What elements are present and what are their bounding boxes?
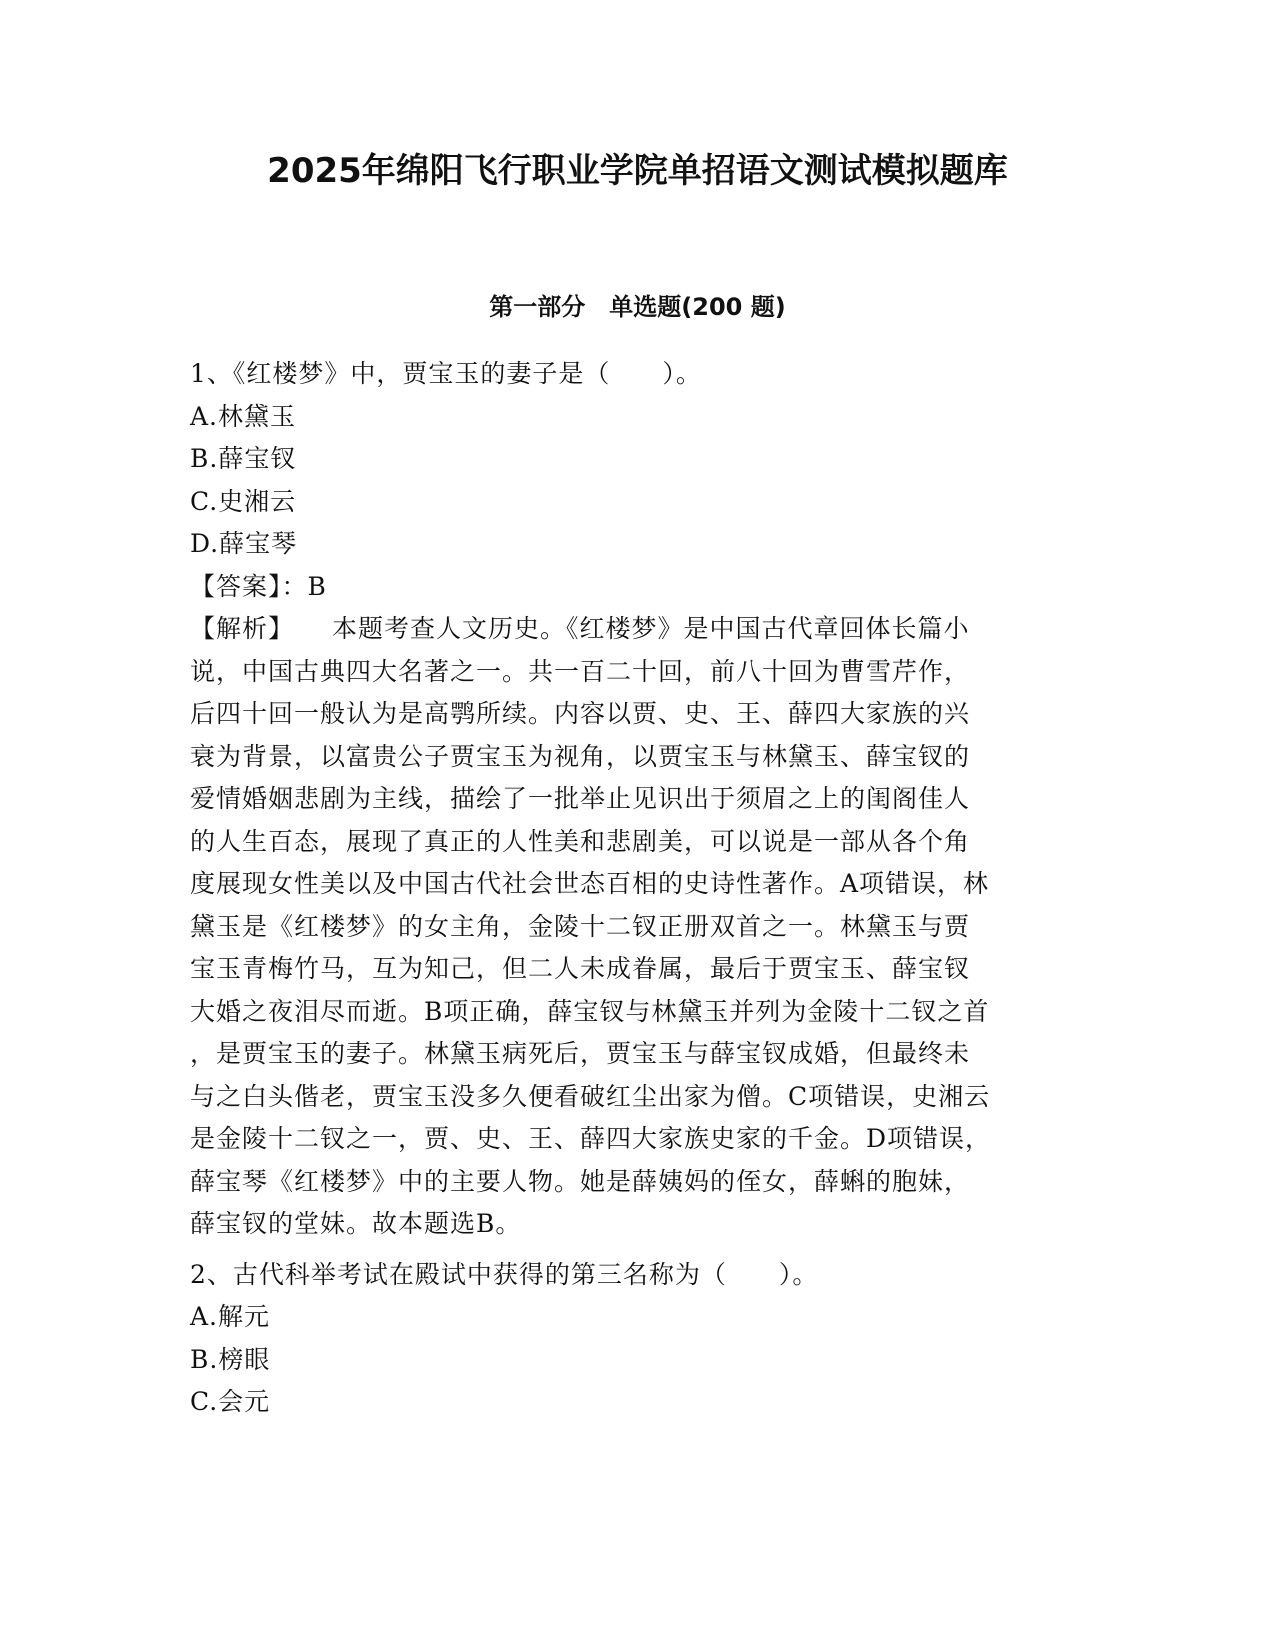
question-list	[190, 353, 1080, 1424]
explanation-line: 宝玉青梅竹马，互为知己，但二人未成眷属，最后于贾宝玉、薛宝钗	[190, 954, 971, 983]
option-d: D.薛宝琴	[190, 529, 298, 558]
answer-line	[190, 566, 1080, 609]
question-1	[190, 353, 1080, 1246]
explanation-line: 的人生百态，展现了真正的人性美和悲剧美，可以说是一部从各个角	[190, 826, 971, 856]
option-b: B.榜眼	[190, 1344, 271, 1374]
option-c: C.史湘云	[190, 486, 297, 516]
explanation-line: 说，中国古典四大名著之一。共一百二十回，前八十回为曹雪芹作，	[190, 656, 971, 686]
option-c: C.会元	[190, 1387, 271, 1416]
explanation-line: 与之白头偕老，贾宝玉没多久便看破红尘出家为僧。C项错误，史湘云	[190, 1081, 991, 1111]
explanation-line: 爱情婚姻悲剧为主线，描绘了一批举止见识出于须眉之上的闺阁佳人	[190, 784, 971, 813]
explanation-line: 后四十回一般认为是高鹗所续。内容以贾、史、王、薛四大家族的兴	[190, 699, 971, 728]
explanation-line: 黛玉是《红楼梦》的女主角，金陵十二钗正册双首之一。林黛玉与贾	[190, 911, 971, 941]
explanation-line: 薛宝钗的堂妹。故本题选B。	[190, 1209, 522, 1238]
explanation-line: ，是贾宝玉的妻子。林黛玉病死后，贾宝玉与薛宝钗成婚，但最终未	[190, 1039, 971, 1068]
explanation-line: 薛宝琴《红楼梦》中的主要人物。她是薛姨妈的侄女，薛蝌的胞妹，	[190, 1166, 971, 1196]
document-title: 2025年绵阳飞行职业学院单招语文测试模拟题库	[267, 151, 1008, 191]
explanation	[190, 608, 1080, 1246]
question-2	[190, 1254, 1080, 1424]
option-a: A.解元	[190, 1302, 271, 1331]
section-title: 第一部分 单选题(200 题)	[489, 293, 786, 321]
answer-value: B	[307, 571, 327, 601]
explanation-line: 是金陵十二钗之一，贾、史、王、薛四大家族史家的千金。D项错误，	[190, 1124, 992, 1153]
explanation-text: 本题考查人文历史。《红楼梦》是中国古代章回体长篇小	[332, 614, 970, 643]
question-stem: 1、《红楼梦》中，贾宝玉的妻子是（ ）。	[190, 359, 702, 388]
option-b: B.薛宝钗	[190, 444, 297, 473]
explanation-line: 衰为背景，以富贵公子贾宝玉为视角，以贾宝玉与林黛玉、薛宝钗的	[190, 741, 971, 771]
explanation-line	[190, 608, 1080, 651]
answer-label: 【答案】：	[190, 571, 308, 601]
question-stem: 2、古代科举考试在殿试中获得的第三名称为（ ）。	[190, 1259, 819, 1289]
explanation-line: 大婚之夜泪尽而逝。B项正确，薛宝钗与林黛玉并列为金陵十二钗之首	[190, 996, 990, 1026]
explanation-line: 度展现女性美以及中国古代社会世态百相的史诗性著作。A项错误，林	[190, 869, 990, 898]
option-a: A.林黛玉	[190, 401, 297, 431]
explanation-label: 【解析】	[190, 614, 295, 643]
